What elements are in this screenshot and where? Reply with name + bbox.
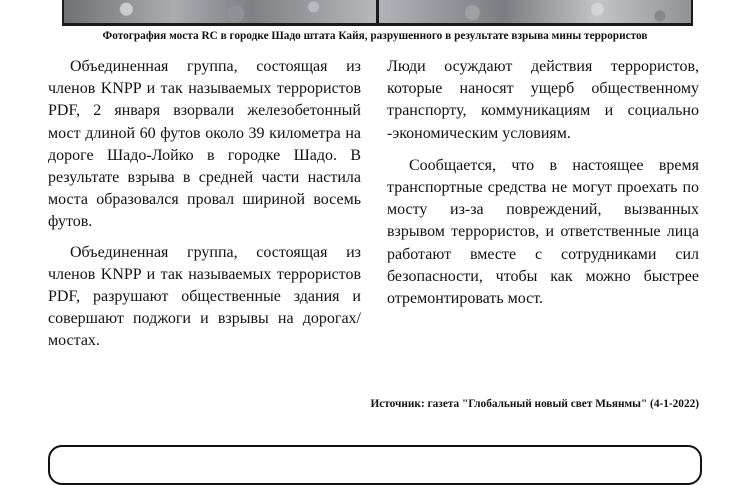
article-paragraph: Объединенная группа, состоящая из членов KNPP и так называемых террористов PDF, разрушают общественные здания и совершают поджоги и взрывы на дорогах/мостах. (48, 243, 361, 350)
article-paragraph: Люди осуждают действия террористов, которые наносят ущерб общественному транспорту, коммуникациям и социально -экономическим условиям. (387, 58, 699, 142)
article-column-left (48, 56, 361, 361)
bridge-photo-left (64, 0, 376, 23)
source-citation: Источник: газета "Глобальный новый свет Мьянмы" (4-1-2022) (370, 398, 699, 410)
bridge-photo (62, 0, 693, 26)
article-paragraph: Объединенная группа, состоящая из членов KNPP и так называемых террористов PDF, 2 января взорвали железобетонный мост длиной 60 футов около 39 километра на дороге Шадо-Лойко в городке Шадо. В результате взрыва в средней части настила моста образовался провал шириной восемь футов. (48, 58, 361, 231)
photo-caption: Фотография моста RC в городке Шадо штата Кайя, разрушенного в результате взрыва мины террористов (102, 30, 648, 42)
bridge-photo-right (379, 0, 691, 23)
next-section-frame (48, 445, 702, 485)
article-column-right (387, 56, 699, 318)
article-paragraph: Сообщается, что в настоящее время транспортные средства не могут проехать по мосту из-за повреждений, вызванных взрывом террористов, и ответственные лица работают вместе с сотрудниками сил безопасности, чтобы как можно быстрее отремонтировать мост. (387, 156, 699, 308)
